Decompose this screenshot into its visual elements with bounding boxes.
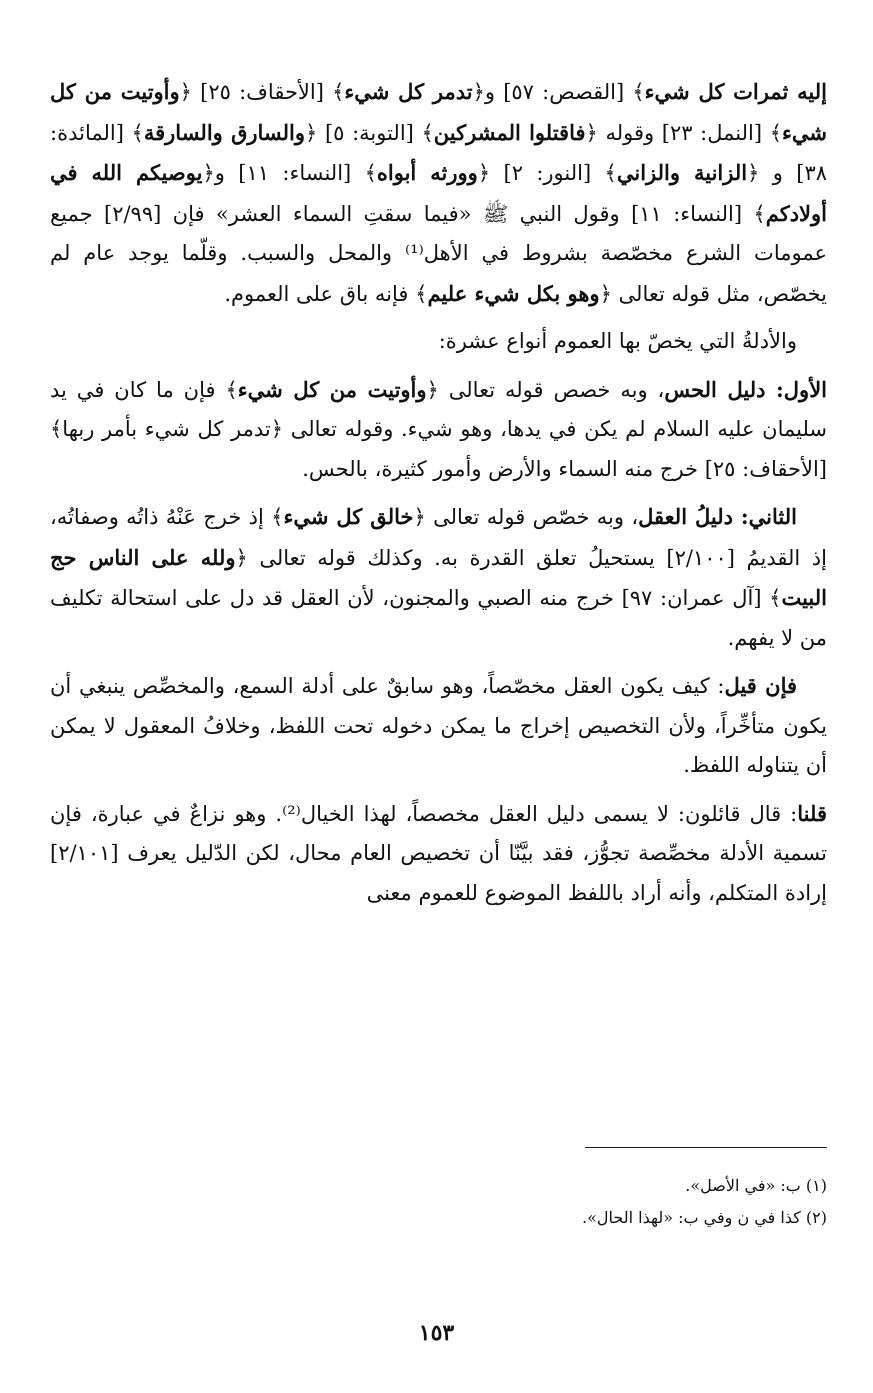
footnote-2: (٢) كذا في ن وفي ب: «لهذا الحال». [582,1208,827,1227]
text-run: : قال قائلون: لا يسمى دليل العقل مخصصاً، لهذا الخيال⁽²⁾. وهو نزاعٌ في عبارة، فإن تسمية الأدلة مخصِّصة تجوُّز، فقد بيَّنّا أن تخصيص العام محال، لكن الدّليل يعرف [٢/١٠١] إرادة المتكلم، وأنه أراد باللفظ الموضوع للعموم معنى [50,801,827,905]
text-run: ﴾ فإنه باق على العموم. [224,281,428,306]
bold-run: إليه ثمرات كل شيء [644,79,827,104]
text-run: ﴾ [النساء: ١١] و﴿ [202,161,377,185]
paragraph-3 [50,370,827,490]
bold-run: الثاني: دليلُ العقل [638,504,797,529]
paragraph-4 [50,497,827,658]
paragraph-2 [50,322,827,362]
bold-run: وأوتيت من كل شيء [237,376,427,402]
bold-run: خالق كل شيء [283,504,414,529]
bold-run: وأوتيت من كل شيء [50,79,827,145]
bold-run: الزانية والزاني [616,160,748,185]
bold-run: الأول: دليل الحس [664,376,827,402]
main-text [50,72,827,921]
text-run: ، وبه خصص قوله تعالى ﴿ [426,377,665,402]
bold-run: وورثه أبواه [376,160,478,185]
text-run: ﴾ [المائدة: ٣٨] و ﴿ [50,120,828,185]
text-run: ﴾ [النور: ٢] ﴿ [477,161,617,185]
footnote-divider [585,1147,827,1148]
bold-run: قلنا [797,800,827,826]
text-run: : كيف يكون العقل مخصّصاً، وهو سابقٌ على أدلة السمع، والمخصِّص ينبغي أن يكون متأخِّراً، ولأن التخصيص إخراج ما يمكن دخوله تحت اللفظ، وخلافُ المعقول لا يمكن أن يتناوله اللفظ. [50,674,827,777]
text-run: ، وبه خصّص قوله تعالى ﴿ [413,505,639,529]
text-run: ﴾ [آل عمران: ٩٧] خرج منه الصبي والمجنون، لأن العقل قد دل على استحالة تكليف من لا يفهم. [50,586,827,650]
text-run: ﴾ إذ خرج عَنْهُ ذاتُه وصفاتُه، إذ القديمُ [٢/١٠٠] يستحيلُ تعلق القدرة به. وكذلك قوله تعالى ﴿ [50,505,827,570]
footnotes [60,1170,827,1234]
page-number: ١٥٣ [418,1320,455,1346]
bold-run: يوصيكم الله في أولادكم [50,160,827,226]
bold-run: والسارق والسارقة [143,119,306,145]
bold-run: وهو بكل شيء عليم [427,280,600,306]
bold-run: فاقتلوا المشركين [433,119,586,145]
bold-run: ولله على الناس حج البيت [50,544,827,610]
text-run: ﴾ [النمل: ٢٣] وقوله ﴿ [585,120,782,145]
footnote-1: (١) ب: «في الأصل». [685,1176,827,1195]
text-run: ﴾ فإن ما كان في يد سليمان عليه السلام لم يكن في يدها، وهو شيء. وقوله تعالى ﴿تدمر كل شيء بأمر ربها﴾ [الأحقاف: ٢٥] خرج منه السماء والأرض وأمور كثيرة، بالحس. [50,377,827,481]
paragraph-1 [50,72,827,314]
text-run: ﴾ [الأحقاف: ٢٥] ﴿ [179,80,345,104]
bold-run: تدمر كل شيء [344,79,473,104]
bold-run: فإن قيل [724,673,798,698]
text-run: والأدلةُ التي يخصّ بها العموم أنواع عشرة: [438,329,797,353]
paragraph-5 [50,666,827,786]
paragraph-6 [50,794,827,914]
text-run: ﴾ [التوبة: ٥] ﴿ [305,120,434,145]
text-run: ﴾ [النساء: ١١] وقول النبي ﷺ «فيما سقتِ السماء العشر» فإن [٢/٩٩] جميع عمومات الشرع مخصّصة بشروط في الأهل⁽¹⁾ والمحل والسبب. وقلّما يوجد عام لم يخصّص، مثل قوله تعالى ﴿ [50,201,827,306]
text-run: ﴾ [القصص: ٥٧] و﴿ [472,80,645,104]
